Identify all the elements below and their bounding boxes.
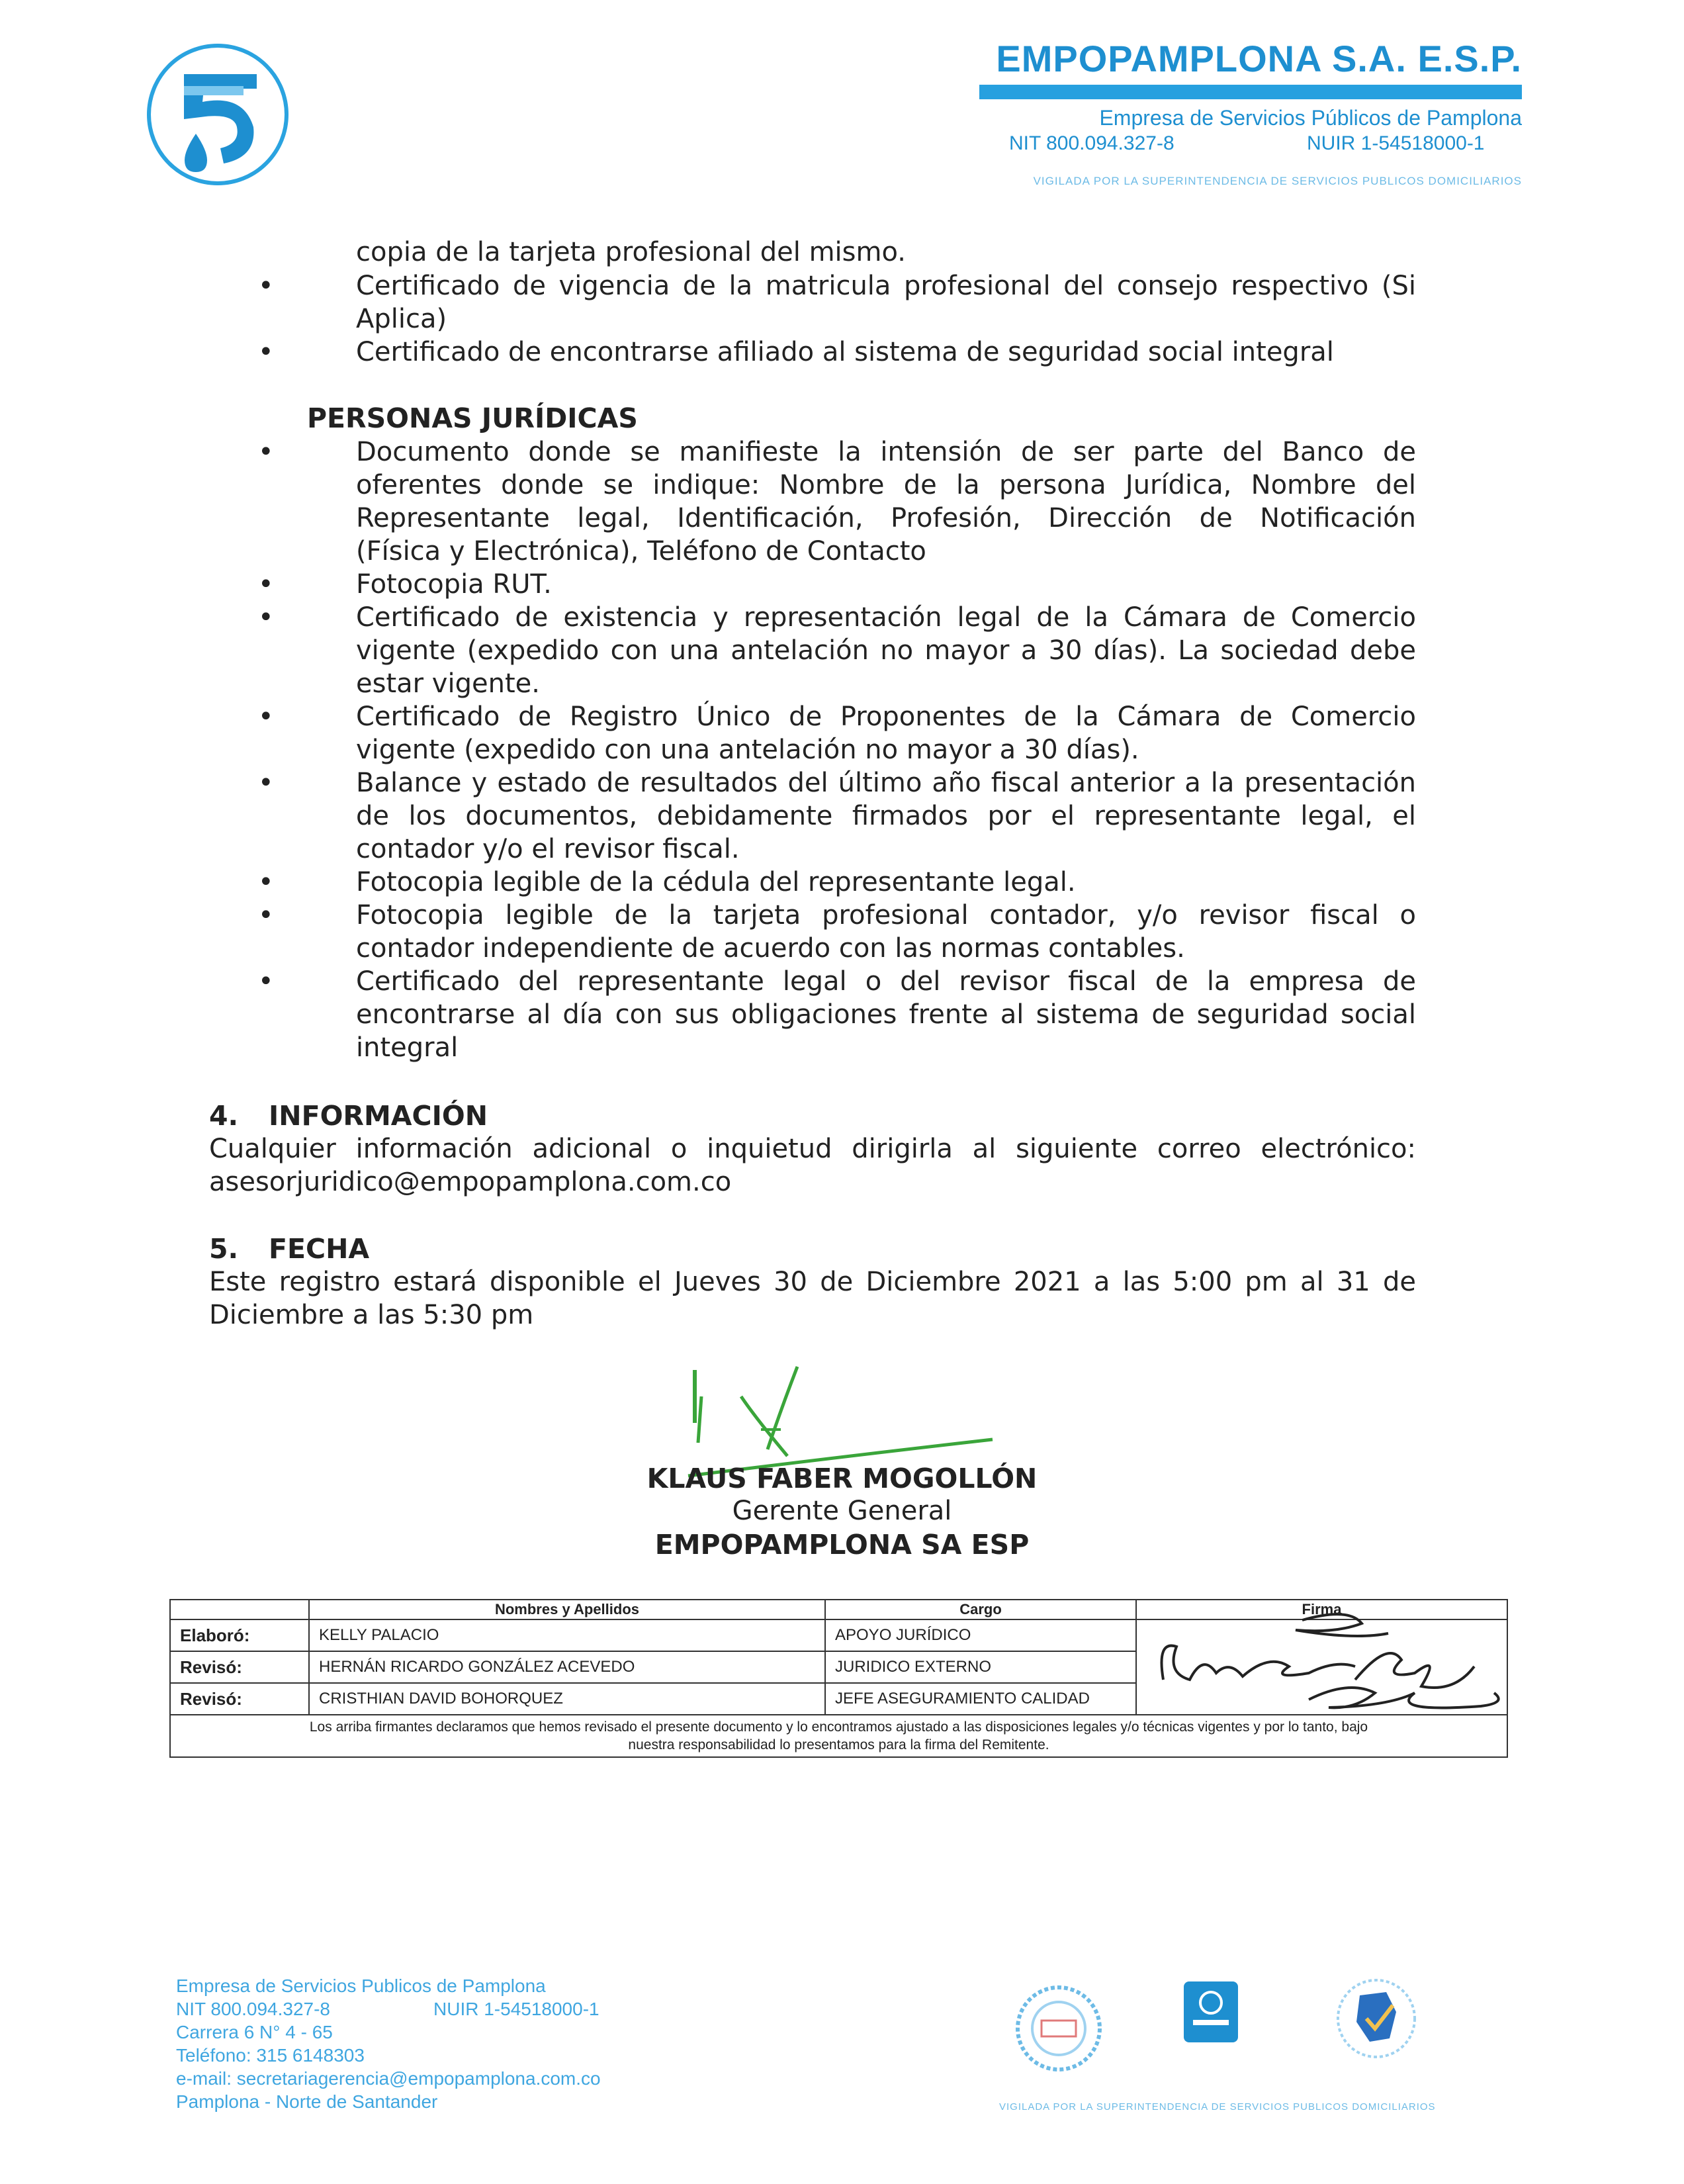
footer-city: Pamplona - Norte de Santander	[176, 2091, 438, 2112]
signer-org: EMPOPAMPLONA SA ESP	[654, 1529, 1030, 1561]
bullet-icon: •	[258, 768, 274, 798]
list-item: contador y/o el revisor fiscal.	[356, 834, 740, 864]
bullet-icon: •	[258, 900, 274, 931]
signer-role: Gerente General	[732, 1496, 952, 1526]
row-name: HERNÁN RICARDO GONZÁLEZ ACEVEDO	[309, 1651, 825, 1683]
list-item: de los documentos, debidamente firmados por el representante legal, el	[356, 801, 1416, 831]
list-item: Fotocopia RUT.	[356, 569, 552, 600]
row-cargo: JURIDICO EXTERNO	[825, 1651, 1136, 1683]
header-bar	[979, 85, 1522, 99]
review-table	[169, 1599, 1508, 1758]
certification-seal-icon	[1012, 1982, 1105, 2075]
fecha-text: Diciembre a las 5:30 pm	[209, 1300, 534, 1330]
reviewer-signatures	[1137, 1594, 1534, 1719]
list-item: Balance y estado de resultados del último año fiscal anterior a la presentación	[356, 768, 1416, 798]
fecha-text: Este registro estará disponible el Jueves 30 de Diciembre 2021 a las 5:00 pm al 31 de	[209, 1267, 1416, 1297]
list-item: Certificado de encontrarse afiliado al sistema de seguridad social integral	[356, 337, 1334, 367]
info-text: Cualquier información adicional o inquietud dirigirla al siguiente correo electrónico:	[209, 1134, 1416, 1164]
table-header: Nombres y Apellidos	[309, 1600, 825, 1619]
section-number: 4.	[209, 1100, 239, 1132]
footer-nit: NIT 800.094.327-8	[176, 1999, 330, 2019]
list-item: Fotocopia legible de la tarjeta profesional contador, y/o revisor fiscal o	[356, 900, 1416, 931]
row-name: CRISTHIAN DAVID BOHORQUEZ	[309, 1683, 825, 1715]
row-cargo: APOYO JURÍDICO	[825, 1619, 1136, 1651]
bullet-icon: •	[258, 437, 274, 467]
list-item: encontrarse al día con sus obligaciones frente al sistema de seguridad social	[356, 999, 1416, 1030]
list-item: integral	[356, 1032, 459, 1063]
table-note-line: Los arriba firmantes declaramos que hemos revisado el presente documento y lo encontramos ajustado a las disposiciones legales y/o técnicas vigentes y por lo tanto, bajo	[309, 1719, 1368, 1735]
info-email: asesorjuridico@empopamplona.com.co	[209, 1167, 732, 1197]
list-item: Fotocopia legible de la cédula del representante legal.	[356, 867, 1076, 897]
table-row	[170, 1619, 1507, 1651]
list-item: Certificado de Registro Único de Proponentes de la Cámara de Comercio	[356, 702, 1416, 732]
bullet-icon: •	[258, 867, 274, 897]
bullet-icon: •	[258, 271, 274, 301]
list-item: Documento donde se manifieste la intensión de ser parte del Banco de	[356, 437, 1416, 467]
list-item: Certificado de existencia y representación legal de la Cámara de Comercio	[356, 602, 1416, 633]
section-heading-informacion: INFORMACIÓN	[269, 1100, 488, 1132]
colombia-map-seal-icon	[1330, 1976, 1423, 2062]
row-label: Revisó:	[170, 1683, 309, 1715]
signer-name: KLAUS FABER MOGOLLÓN	[646, 1463, 1038, 1494]
list-item: Representante legal, Identificación, Profesión, Dirección de Notificación	[356, 503, 1416, 533]
row-cargo: JEFE ASEGURAMIENTO CALIDAD	[825, 1683, 1136, 1715]
footer-company: Empresa de Servicios Publicos de Pamplona	[176, 1976, 546, 1996]
list-item: estar vigente.	[356, 668, 540, 699]
bullet-icon: •	[258, 569, 274, 600]
table-header-blank	[170, 1600, 309, 1619]
row-label: Elaboró:	[170, 1619, 309, 1651]
header-nuir: NUIR 1-54518000-1	[1307, 132, 1485, 154]
list-item: vigente (expedido con una antelación no mayor a 30 días).	[356, 735, 1139, 765]
list-item-continuation: copia de la tarjeta profesional del mismo.	[356, 237, 906, 267]
footer-vigilada: VIGILADA POR LA SUPERINTENDENCIA DE SERVICIOS PUBLICOS DOMICILIARIOS	[999, 2101, 1436, 2113]
company-logo	[144, 41, 291, 188]
company-name: EMPOPAMPLONA S.A. E.S.P.	[996, 38, 1522, 79]
table-header: Cargo	[825, 1600, 1136, 1619]
list-item: Certificado del representante legal o del revisor fiscal de la empresa de	[356, 966, 1416, 997]
table-note-line: nuestra responsabilidad lo presentamos para la firma del Remitente.	[628, 1737, 1049, 1752]
table-header: Firma	[1136, 1600, 1507, 1619]
header-nit: NIT 800.094.327-8	[1009, 132, 1174, 154]
icontec-badge-icon	[1181, 1979, 1241, 2052]
bullet-icon: •	[258, 602, 274, 633]
bullet-icon: •	[258, 966, 274, 997]
bullet-icon: •	[258, 337, 274, 367]
section-number: 5.	[209, 1233, 239, 1265]
list-item: oferentes donde se indique: Nombre de la persona Jurídica, Nombre del	[356, 470, 1416, 500]
list-item: vigente (expedido con una antelación no mayor a 30 días). La sociedad debe	[356, 635, 1416, 666]
section-heading-juridicas: PERSONAS JURÍDICAS	[307, 402, 638, 434]
list-item: Certificado de vigencia de la matricula profesional del consejo respectivo (Si	[356, 271, 1416, 301]
footer-address: Carrera 6 N° 4 - 65	[176, 2022, 333, 2042]
footer-nuir: NUIR 1-54518000-1	[433, 1999, 599, 2019]
bullet-icon: •	[258, 702, 274, 732]
section-heading-fecha: FECHA	[269, 1233, 370, 1265]
header-subtitle: Empresa de Servicios Públicos de Pamplona	[1099, 106, 1522, 130]
footer-phone: Teléfono: 315 6148303	[176, 2045, 365, 2066]
footer-email: e-mail: secretariagerencia@empopamplona.com.co	[176, 2068, 601, 2089]
firma-cell	[1136, 1619, 1507, 1715]
list-item: Aplica)	[356, 304, 447, 334]
table-note-row	[170, 1715, 1507, 1757]
row-name: KELLY PALACIO	[309, 1619, 825, 1651]
row-label: Revisó:	[170, 1651, 309, 1683]
list-item: contador independiente de acuerdo con las normas contables.	[356, 933, 1185, 964]
list-item: (Física y Electrónica), Teléfono de Contacto	[356, 536, 926, 567]
table-note	[170, 1715, 1507, 1757]
header-vigilada: VIGILADA POR LA SUPERINTENDENCIA DE SERVICIOS PUBLICOS DOMICILIARIOS	[1033, 175, 1522, 187]
